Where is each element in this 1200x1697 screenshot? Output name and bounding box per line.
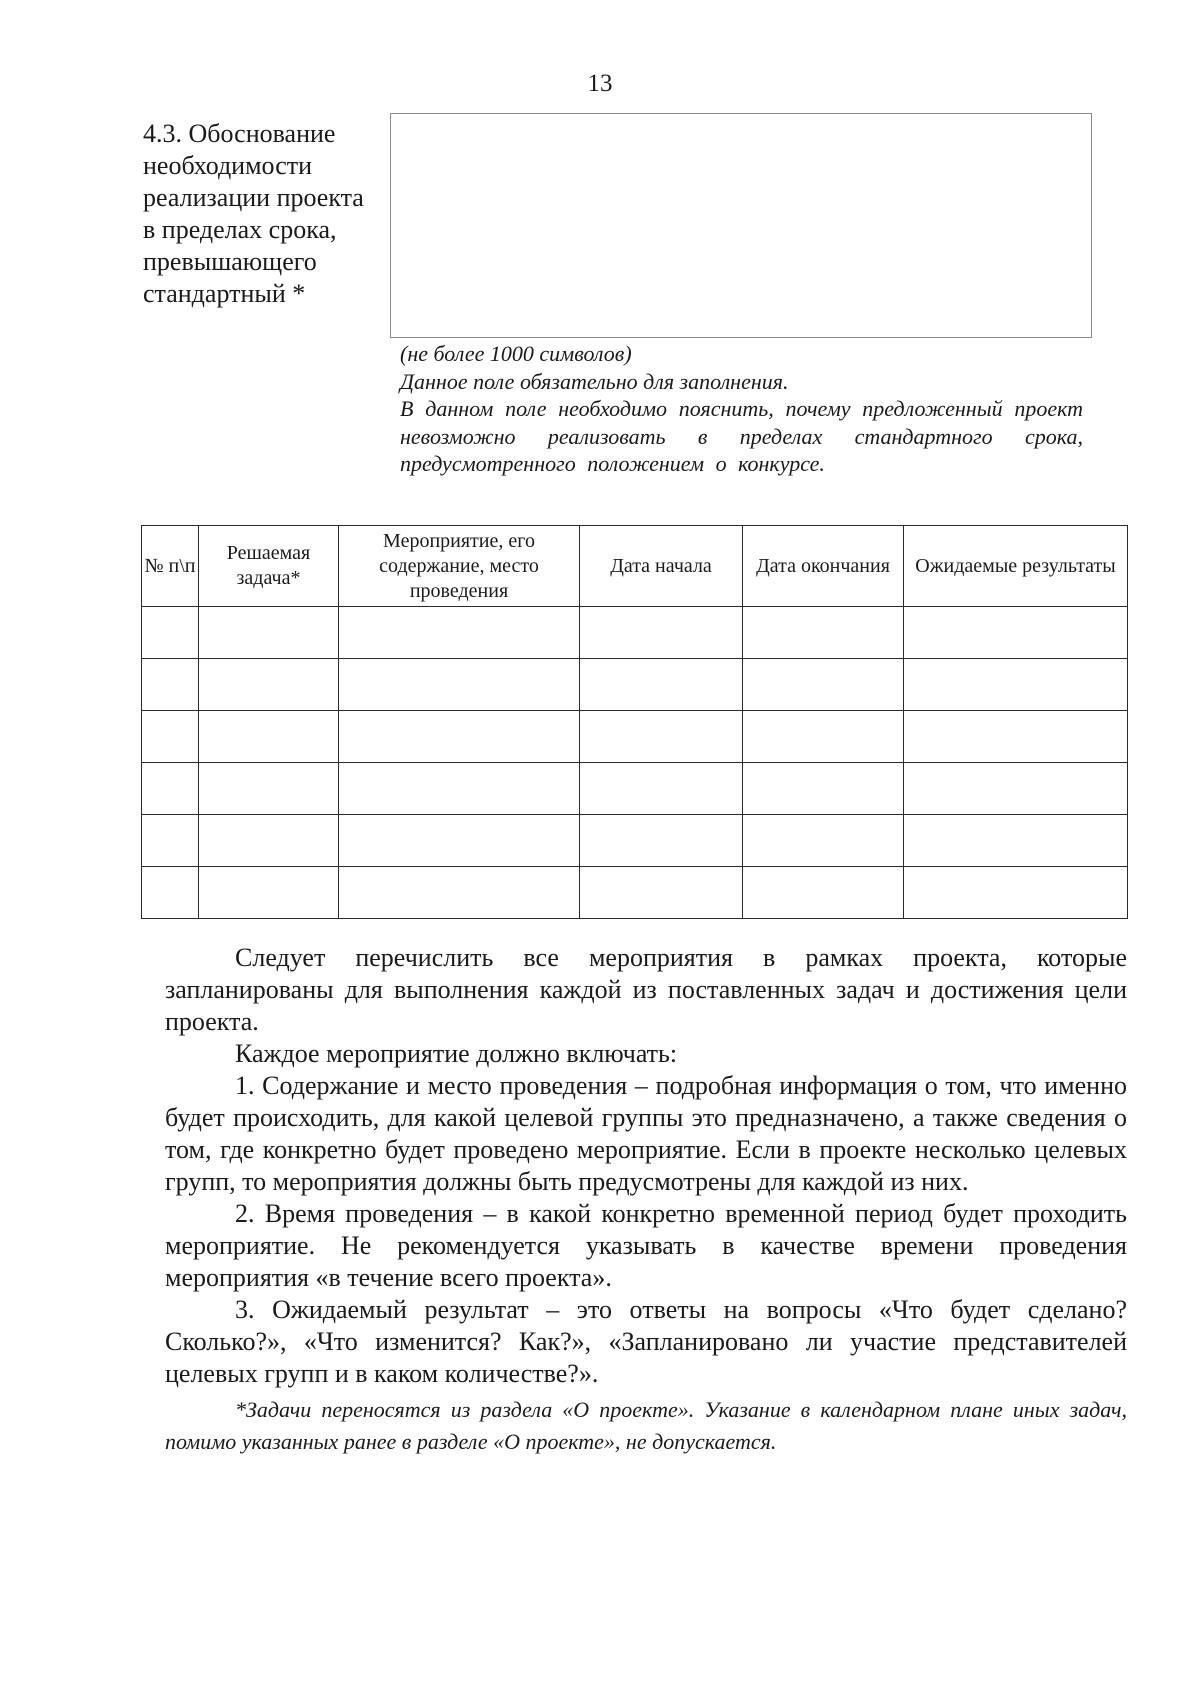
hint-explanation: В данном поле необходимо пояснить, почему предложенный проект невозможно реализовать в пределах стандартного срока, предусмотренного положением о конкурсе. (400, 396, 1083, 476)
footnote: *Задачи переносятся из раздела «О проекте». Указание в календарном плане иных задач, помимо указанных ранее в разделе «О проекте», не допускается. (165, 1397, 1127, 1454)
table-cell[interactable] (142, 867, 199, 919)
table-cell[interactable] (743, 763, 904, 815)
field-label-line: необходимости (143, 151, 313, 180)
table-cell[interactable] (743, 867, 904, 919)
table-cell[interactable] (199, 659, 339, 711)
header-expected-results: Ожидаемые результаты (904, 526, 1128, 607)
instructions-text (165, 942, 1127, 1458)
field-hint (400, 340, 1083, 478)
table-row (142, 867, 1128, 919)
table-cell[interactable] (580, 763, 743, 815)
table-cell[interactable] (142, 659, 199, 711)
table-cell[interactable] (199, 607, 339, 659)
hint-char-limit: (не более 1000 символов) (400, 341, 632, 366)
table-header-row (142, 526, 1128, 607)
table-cell[interactable] (339, 867, 580, 919)
table-cell[interactable] (904, 867, 1128, 919)
instructions-item-time: 2. Время проведения – в какой конкретно временной период будет проходить мероприятие. Не рекомендуется указывать в качестве времени проведения мероприятия «в течение всего проекта». (165, 1199, 1127, 1292)
header-activity: Мероприятие, его содержание, место проведения (339, 526, 580, 607)
table-cell[interactable] (904, 815, 1128, 867)
table-cell[interactable] (580, 607, 743, 659)
table-cell[interactable] (743, 607, 904, 659)
header-task: Решаемая задача* (199, 526, 339, 607)
table-cell[interactable] (339, 711, 580, 763)
table-cell[interactable] (142, 763, 199, 815)
header-start-date: Дата начала (580, 526, 743, 607)
table-row (142, 763, 1128, 815)
table-row (142, 815, 1128, 867)
page-number: 13 (587, 70, 613, 97)
table-cell[interactable] (904, 659, 1128, 711)
instructions-includes: Каждое мероприятие должно включать: (235, 1039, 678, 1068)
field-label-line: стандартный * (143, 279, 306, 308)
table-cell[interactable] (199, 763, 339, 815)
table-cell[interactable] (743, 659, 904, 711)
table-cell[interactable] (339, 815, 580, 867)
table-cell[interactable] (142, 815, 199, 867)
table-cell[interactable] (199, 815, 339, 867)
field-label-line: в пределах срока, (143, 215, 337, 244)
header-number: № п\п (142, 526, 199, 607)
table-cell[interactable] (580, 659, 743, 711)
table-cell[interactable] (743, 815, 904, 867)
justification-input-box[interactable] (390, 113, 1092, 338)
table-cell[interactable] (199, 867, 339, 919)
hint-required: Данное поле обязательно для заполнения. (400, 368, 789, 394)
table-cell[interactable] (580, 867, 743, 919)
table-cell[interactable] (199, 711, 339, 763)
field-label-line: реализации проекта (143, 183, 364, 212)
activity-plan-table (141, 525, 1128, 919)
table-cell[interactable] (580, 815, 743, 867)
table-cell[interactable] (339, 763, 580, 815)
table-row (142, 711, 1128, 763)
table-cell[interactable] (142, 711, 199, 763)
header-end-date: Дата окончания (743, 526, 904, 607)
table-row (142, 607, 1128, 659)
table-cell[interactable] (904, 763, 1128, 815)
table-cell[interactable] (904, 711, 1128, 763)
instructions-item-result: 3. Ожидаемый результат – это ответы на вопросы «Что будет сделано? Сколько?», «Что изменится? Как?», «Запланировано ли участие представителей целевых групп и в каком количестве?». (165, 1295, 1127, 1388)
field-label-justification (143, 118, 383, 310)
table-cell[interactable] (339, 607, 580, 659)
table-cell[interactable] (142, 607, 199, 659)
field-label-line: превышающего (143, 247, 317, 276)
table-cell[interactable] (904, 607, 1128, 659)
table-cell[interactable] (580, 711, 743, 763)
table-cell[interactable] (339, 659, 580, 711)
field-label-line: 4.3. Обоснование (143, 119, 336, 148)
table-cell[interactable] (743, 711, 904, 763)
instructions-intro: Следует перечислить все мероприятия в рамках проекта, которые запланированы для выполнения каждой из поставленных задач и достижения цели проекта. (165, 943, 1127, 1036)
table-row (142, 659, 1128, 711)
instructions-item-content: 1. Содержание и место проведения – подробная информация о том, что именно будет происходить, для какой целевой группы это предназначено, а также сведения о том, где конкретно будет проведено мероприятие. Если в проекте несколько целевых групп, то мероприятия должны быть предусмотрены для каждой из них. (165, 1071, 1127, 1196)
